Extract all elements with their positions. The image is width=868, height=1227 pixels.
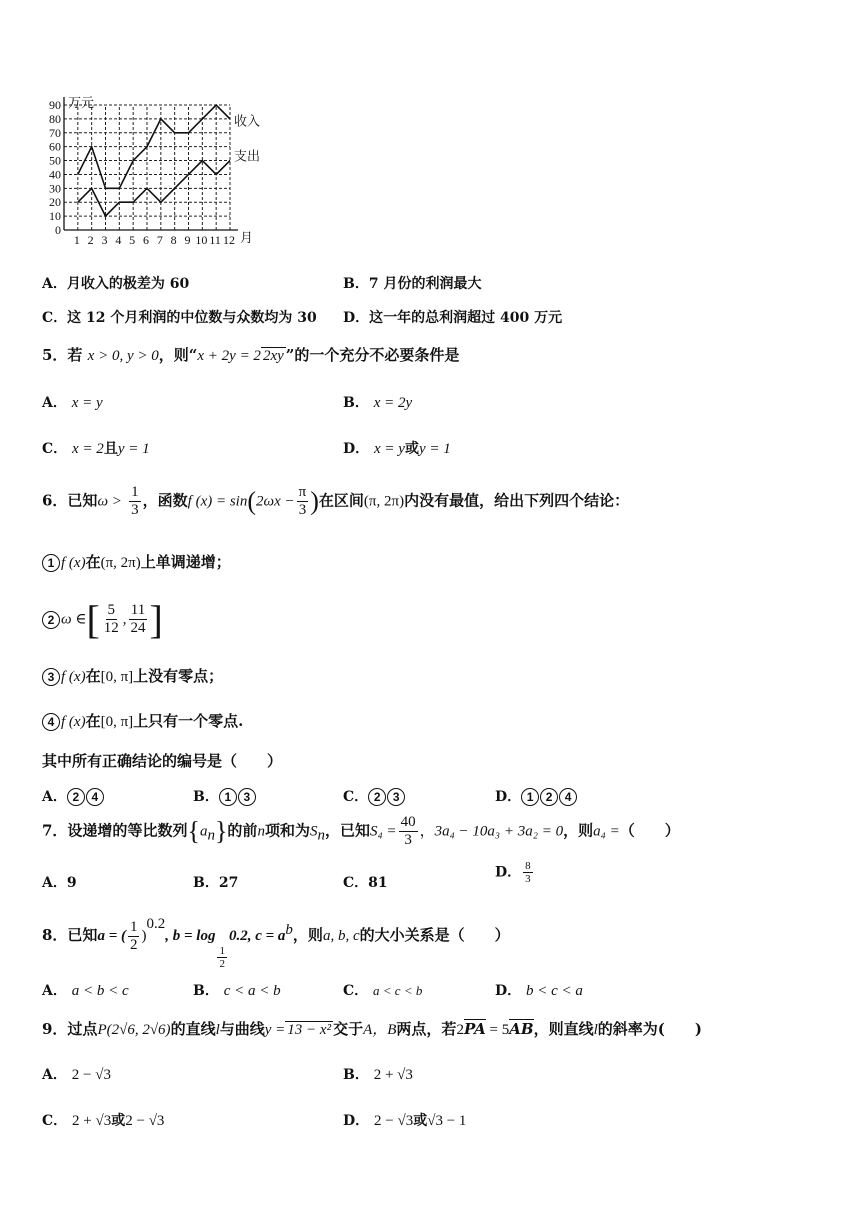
x-tick-label: 11 <box>209 233 221 247</box>
q6-question: 其中所有正确结论的编号是（ ） <box>42 752 283 770</box>
y-tick-label: 70 <box>49 125 61 140</box>
x-tick-label: 12 <box>223 233 235 247</box>
y-tick-label: 90 <box>49 98 61 112</box>
y-tick-label: 40 <box>49 167 61 182</box>
y-tick-label: 20 <box>49 195 61 210</box>
q4-option-c: C．这 12 个月利润的中位数与众数均为 30 <box>42 310 317 326</box>
y-tick-label: 30 <box>49 181 61 196</box>
q6-statement-3: 3 f (x)在[0, π]上没有零点； <box>42 665 223 686</box>
chart-labels <box>68 95 260 245</box>
x-tick-label: 4 <box>115 233 122 247</box>
q7-option-c: C．81 <box>343 875 388 891</box>
x-axis-title: 月 <box>240 230 254 245</box>
x-tick-label: 1 <box>73 233 80 247</box>
q5-option-a: A． x = y <box>42 395 103 411</box>
y-tick-label: 0 <box>55 223 61 237</box>
y-tick-label: 80 <box>49 111 61 126</box>
q6-statement-2: 2 ω ∈[ $\frac{5}{12}$ , $\frac{11}{24}$ ] <box>42 596 163 643</box>
q8-option-b: B． c < a < b <box>193 983 281 999</box>
q7-option-b: B．27 <box>193 875 239 891</box>
q5-option-d: D． x = y或y = 1 <box>343 441 451 457</box>
x-tick-label: 9 <box>184 233 191 247</box>
x-tick-label: 10 <box>195 233 208 247</box>
q6-statement-4: 4 f (x)在[0, π]上只有一个零点. <box>42 710 243 731</box>
q7-option-d: D． $\frac{8}{3}$ <box>495 860 531 885</box>
q5-stem: 5．若 x > 0, y > 0，则“x + 2y = 2 2xy ”的一个充分不必要条件是 <box>42 346 460 364</box>
q6-option-c: C． 2 3 <box>343 786 406 806</box>
x-tick-label: 6 <box>143 233 149 247</box>
q8-option-a: A． a < b < c <box>42 983 129 999</box>
y-tick-label: 50 <box>49 153 61 168</box>
x-tick-label: 3 <box>101 233 108 247</box>
y-axis-title: 万元 <box>68 95 95 110</box>
q9-option-b: B． 2 + √3 <box>343 1067 413 1083</box>
q6-stem: 6．已知ω > $\frac{1}{3}$ ，函数f (x) = sin(2ωx − $\frac{\pi}{3}$ )在区间(π, 2π)内没有最值，给出下列四个结论： <box>42 484 630 518</box>
q8-stem: 8．已知a = ( $\frac{1}{2}$ )$^{0.2}$, b = log $\frac{1}{2}$ 0.2, $c = a^b$，则a, b, c的大小关系是（ ） <box>42 916 510 970</box>
q4-option-a: A．月收入的极差为 60 <box>42 276 190 292</box>
y-tick-label: 10 <box>49 209 61 224</box>
q9-option-c: C． 2 + √3或2 − √3 <box>42 1113 165 1129</box>
x-tick-label: 7 <box>156 233 163 247</box>
q9-option-a: A． 2 − √3 <box>42 1067 111 1083</box>
q5-option-b: B． x = 2y <box>343 395 413 411</box>
q6-option-b: B． 1 3 <box>193 786 257 806</box>
chart-grid <box>64 105 230 230</box>
q6-option-d: D． 1 2 4 <box>495 786 578 806</box>
series-label: 收入 <box>234 113 261 129</box>
q6-option-a: A． 2 4 <box>42 786 105 806</box>
q7-stem: 7．设递增的等比数列$\{a_n\}$的前n项和为$S_n$，已知S₄ = $\frac{40}{3}$ ，3a₄ − 10a₃ + 3a₂ = 0，则a₄ =（ ） <box>42 814 680 848</box>
q9-option-d: D． 2 − √3或√3 − 1 <box>343 1113 467 1129</box>
series-label: 支出 <box>234 148 261 164</box>
q7-option-a: A．9 <box>42 875 77 891</box>
y-tick-label: 60 <box>49 139 61 154</box>
q4-option-b: B．7 月份的利润最大 <box>343 276 482 292</box>
x-tick-label: 5 <box>129 233 136 247</box>
q6-statement-1: 1 f (x)在(π, 2π)上单调递增； <box>42 551 231 572</box>
chart-ticks <box>49 98 235 247</box>
q8-option-d: D． b < c < a <box>495 983 583 999</box>
q9-stem: 9．过点P(2√6, 2√6)的直线l与曲线y = 13 − x² 交于A，B两点，若2PA = 5AB，则直线l的斜率为( ) <box>42 1020 702 1038</box>
x-tick-label: 8 <box>170 233 177 247</box>
chart-axes <box>64 97 238 230</box>
income-expense-chart <box>38 90 268 250</box>
x-tick-label: 2 <box>87 233 94 247</box>
q5-option-c: C． x = 2且y = 1 <box>42 441 150 457</box>
q4-option-d: D．这一年的总利润超过 400 万元 <box>343 310 563 326</box>
q8-option-c: C． a < c < b <box>343 983 423 999</box>
